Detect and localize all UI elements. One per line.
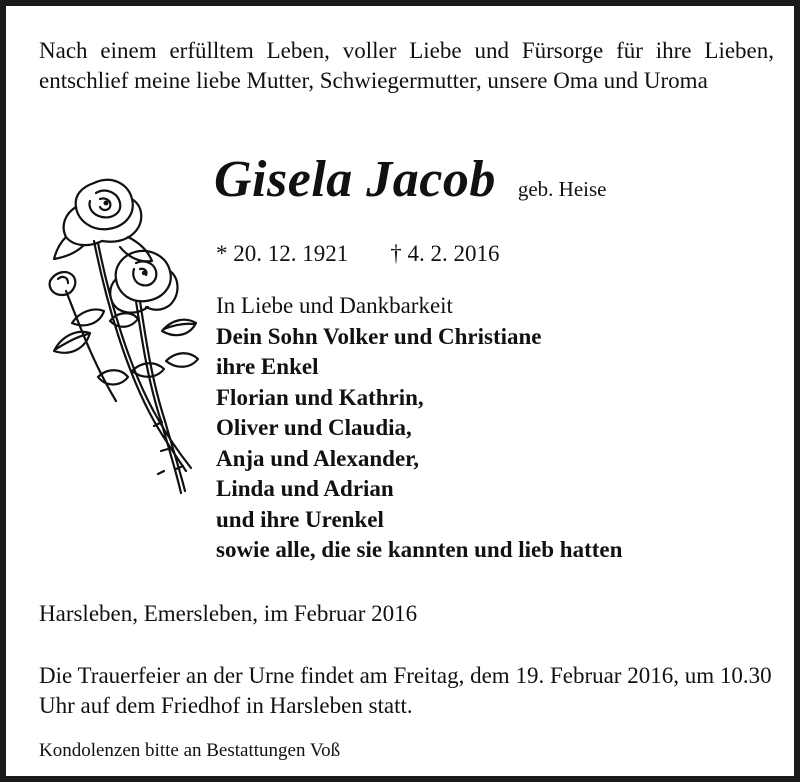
deceased-name: Gisela Jacob [214, 151, 496, 208]
mourner-line: In Liebe und Dankbarkeit [216, 293, 453, 318]
mourner-line: ihre Enkel [216, 354, 319, 379]
mourner-line: und ihre Urenkel [216, 506, 384, 532]
name-row [214, 148, 774, 212]
intro-text: Nach einem erfülltem Leben, voller Liebe und Fürsorge für ihre Lieben, entschlief meine liebe Mutter, Schwiegermutter, unsere Oma und Uroma [39, 38, 774, 93]
life-dates [216, 239, 500, 269]
mourner-line: sowie alle, die sie kannten und lieb hatten [216, 537, 623, 562]
place-date: Harsleben, Emersleben, im Februar 2016 [39, 601, 418, 626]
mourners-list [216, 291, 776, 566]
funeral-service-info: Die Trauerfeier an der Urne findet am Freitag, dem 19. Februar 2016, um 10.30 Uhr auf dem Friedhof in Harsleben statt. [39, 663, 772, 718]
mourner-line: Florian und Kathrin, [216, 384, 424, 410]
death-date: † 4. 2. 2016 [390, 241, 500, 266]
condolence-note: Kondolenzen bitte an Bestattungen Voß [39, 740, 341, 761]
roses-illustration [36, 171, 206, 506]
maiden-name: geb. Heise [517, 177, 607, 201]
birth-date: * 20. 12. 1921 [216, 241, 349, 266]
mourner-line: Anja und Alexander, [216, 445, 420, 471]
mourner-line: Dein Sohn Volker und Christiane [216, 323, 542, 349]
mourner-line: Linda und Adrian [216, 476, 394, 501]
mourner-line: Oliver und Claudia, [216, 415, 412, 440]
